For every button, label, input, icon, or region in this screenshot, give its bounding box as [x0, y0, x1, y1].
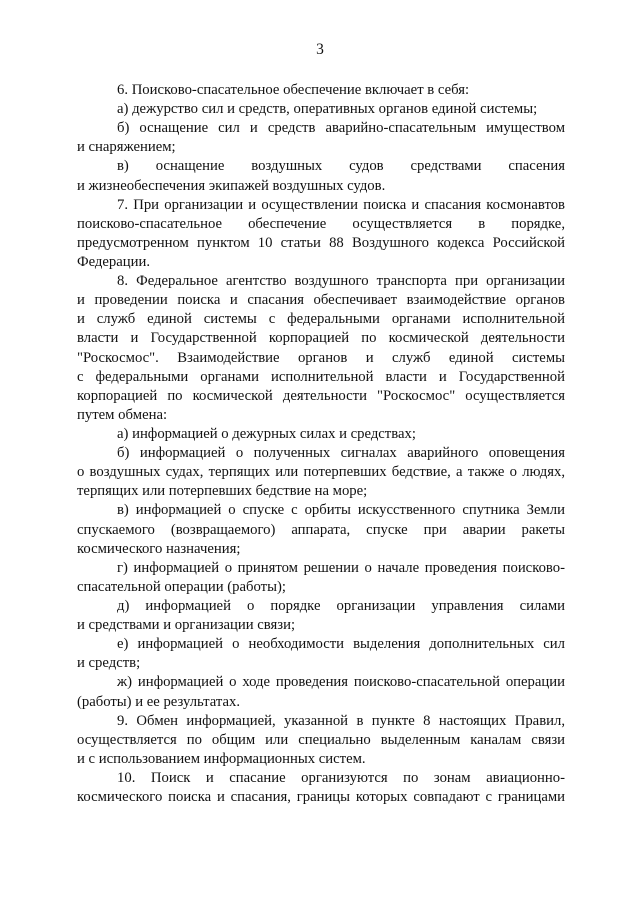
text-line: ж) информацией о ходе проведения поисково-спасательной операции	[117, 674, 565, 691]
text-line: и средств;	[77, 655, 141, 672]
text-line: поисково-спасательное обеспечение осуществляется в порядке,	[77, 215, 565, 232]
text-line: Федерации.	[77, 253, 151, 270]
text-line: и с использованием информационных систем.	[77, 750, 366, 767]
text-line: власти и Государственной корпорацией по космической деятельности	[77, 330, 565, 347]
text-line: д) информацией о порядке организации управления силами	[117, 597, 565, 614]
text-line: 7. При организации и осуществлении поиска и спасания космонавтов	[117, 196, 565, 213]
text-line: с федеральными органами исполнительной власти и Государственной	[77, 368, 565, 385]
text-line: и средствами и организации связи;	[77, 617, 296, 634]
text-line: е) информацией о необходимости выделения дополнительных сил	[117, 636, 565, 653]
text-line: терпящих или потерпевших бедствие на море;	[77, 483, 368, 500]
text-line: в) информацией о спуске с орбиты искусственного спутника Земли	[117, 502, 565, 519]
text-line: и проведении поиска и спасания обеспечивает взаимодействие органов	[77, 292, 565, 309]
text-line: 6. Поисково-спасательное обеспечение включает в себя:	[117, 82, 470, 98]
text-line: 10. Поиск и спасание организуются по зонам авиационно-	[117, 769, 565, 786]
text-line: осуществляется по общим или специально выделенным каналам связи	[77, 731, 565, 748]
document-body	[77, 81, 565, 807]
text-line: спускаемого (возвращаемого) аппарата, спуске при аварии ракеты	[77, 521, 565, 538]
text-line: (работы) и ее результатах.	[77, 693, 241, 710]
text-line: путем обмена:	[77, 406, 168, 423]
text-line: в) оснащение воздушных судов средствами спасения	[117, 158, 565, 175]
text-line: а) информацией о дежурных силах и средствах;	[117, 425, 416, 442]
text-line: о воздушных судах, терпящих или потерпевших бедствие, а также о людях,	[77, 464, 565, 481]
text-line: б) оснащение сил и средств аварийно-спасательным имуществом	[117, 120, 565, 137]
text-line: космического назначения;	[77, 540, 241, 557]
text-line: 8. Федеральное агентство воздушного транспорта при организации	[117, 273, 565, 290]
text-line: корпорацией по космической деятельности "Роскосмос" осуществляется	[77, 387, 565, 404]
text-line: 9. Обмен информацией, указанной в пункте 8 настоящих Правил,	[117, 712, 565, 729]
text-line: космического поиска и спасания, границы которых совпадают с границами	[77, 789, 565, 806]
text-line: и жизнеобеспечения экипажей воздушных судов.	[77, 177, 386, 194]
text-line: а) дежурство сил и средств, оперативных органов единой системы;	[117, 101, 538, 118]
text-line: спасательной операции (работы);	[77, 578, 286, 595]
page-number: 3	[316, 41, 324, 58]
text-line: и снаряжением;	[77, 139, 176, 156]
text-line: "Роскосмос". Взаимодействие органов и служб единой системы	[77, 349, 565, 366]
text-line: и служб единой системы с федеральными органами исполнительной	[77, 311, 565, 328]
text-line: предусмотренном пунктом 10 статьи 88 Воздушного кодекса Российской	[77, 234, 565, 251]
text-line: г) информацией о принятом решении о начале проведения поисково-	[117, 559, 565, 576]
text-line: б) информацией о полученных сигналах аварийного оповещения	[117, 445, 565, 462]
